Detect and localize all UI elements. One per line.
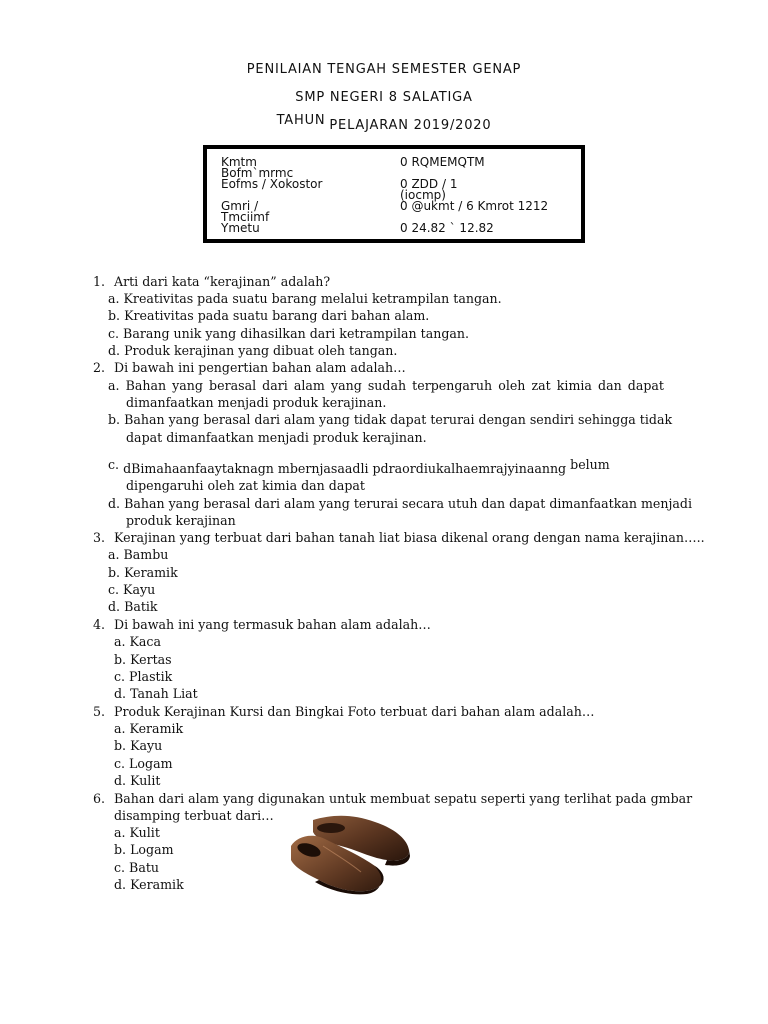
option-d: d. Batik (108, 599, 158, 614)
info-label: Eofms / Xokostor (221, 177, 323, 191)
exam-title: PENILAIAN TENGAH SEMESTER GENAP (246, 62, 522, 77)
question-text: Di bawah ini yang termasuk bahan alam adalah… (114, 617, 431, 632)
question-text-cont: disamping terbuat dari… (114, 808, 274, 823)
option-b: b. Kayu (114, 738, 163, 753)
option-b: b. Keramik (108, 565, 178, 580)
question-number: 4. (93, 617, 106, 632)
info-value: 0 RQMEMQTM (400, 155, 485, 169)
option-a: a. Kreativitas pada suatu barang melalui ketrampilan tangan. (108, 291, 502, 306)
question-text: Bahan dari alam yang digunakan untuk membuat sepatu seperti yang terlihat pada gmbar (114, 791, 693, 806)
option-c: c. Batu (114, 860, 159, 875)
option-c: c. Barang unik yang dihasilkan dari ketrampilan tangan. (108, 326, 470, 341)
student-info-box (203, 145, 585, 243)
option-b: b. Logam (114, 842, 174, 857)
garbled-text: dBimahaanfaaytaknagn mbernjasaadli pdraordiukalhaemrajyinaanng (123, 461, 567, 476)
question-number: 2. (93, 360, 106, 375)
option-a: a. Kulit (114, 825, 160, 840)
option-a: a. Bambu (108, 547, 169, 562)
question-number: 1. (93, 274, 106, 289)
info-label: Gmri / Tmciimf (221, 199, 270, 224)
academic-year (0, 113, 768, 133)
option-d: d. Kulit (114, 773, 161, 788)
option-c-cont: dipengaruhi oleh zat kimia dan dapat (126, 478, 365, 493)
option-a: a. Bahan yang berasal dari alam yang sudah terpengaruh oleh zat kimia dan dapat (108, 378, 664, 393)
leather-shoe-image (283, 810, 411, 896)
academic-year-prefix: TAHUN (276, 113, 326, 128)
info-value: 0 24.82 ` 12.82 (400, 221, 494, 235)
info-value: 0 ZDD / 1 (iocmp) (400, 177, 458, 202)
option-c: c. dBimahaanfaaytaknagn mbernjasaadli pdraordiukalhaemrajyinaanng belum (108, 457, 610, 476)
question-text: Produk Kerajinan Kursi dan Bingkai Foto terbuat dari bahan alam adalah… (114, 704, 595, 719)
option-b-cont: dapat dimanfaatkan menjadi produk kerajinan. (126, 430, 427, 445)
question-number: 3. (93, 530, 106, 545)
info-label: Kmtm Bofm`mrmc (221, 155, 294, 180)
option-c: c. Plastik (114, 669, 173, 684)
info-value: 0 @ukmt / 6 Kmrot 1212 (400, 199, 549, 213)
option-b: b. Kertas (114, 652, 172, 667)
option-b: b. Kreativitas pada suatu barang dari bahan alam. (108, 308, 430, 323)
question-text: Di bawah ini pengertian bahan alam adalah… (114, 360, 406, 375)
question-text: Arti dari kata “kerajinan” adalah? (114, 274, 331, 289)
option-b: b. Bahan yang berasal dari alam yang tidak dapat terurai dengan sendiri sehingga tidak (108, 412, 673, 427)
option-d: d. Bahan yang berasal dari alam yang terurai secara utuh dan dapat dimanfaatkan menjadi (108, 496, 692, 511)
option-a: a. Kaca (114, 634, 161, 649)
option-c: c. Kayu (108, 582, 156, 597)
option-a-cont: dimanfaatkan menjadi produk kerajinan. (126, 395, 387, 410)
question-number: 6. (93, 791, 106, 806)
option-d-cont: produk kerajinan (126, 513, 236, 528)
question-text: Kerajinan yang terbuat dari bahan tanah liat biasa dikenal orang dengan nama kerajinan….. (114, 530, 705, 545)
option-d: d. Produk kerajinan yang dibuat oleh tangan. (108, 343, 398, 358)
question-number: 5. (93, 704, 106, 719)
option-d: d. Tanah Liat (114, 686, 198, 701)
option-d: d. Keramik (114, 877, 184, 892)
academic-year-text: PELAJARAN 2019/2020 (329, 118, 492, 133)
info-label: Ymetu (221, 221, 260, 235)
school-name: SMP NEGERI 8 SALATIGA (295, 90, 473, 105)
option-a: a. Keramik (114, 721, 184, 736)
option-c: c. Logam (114, 756, 173, 771)
